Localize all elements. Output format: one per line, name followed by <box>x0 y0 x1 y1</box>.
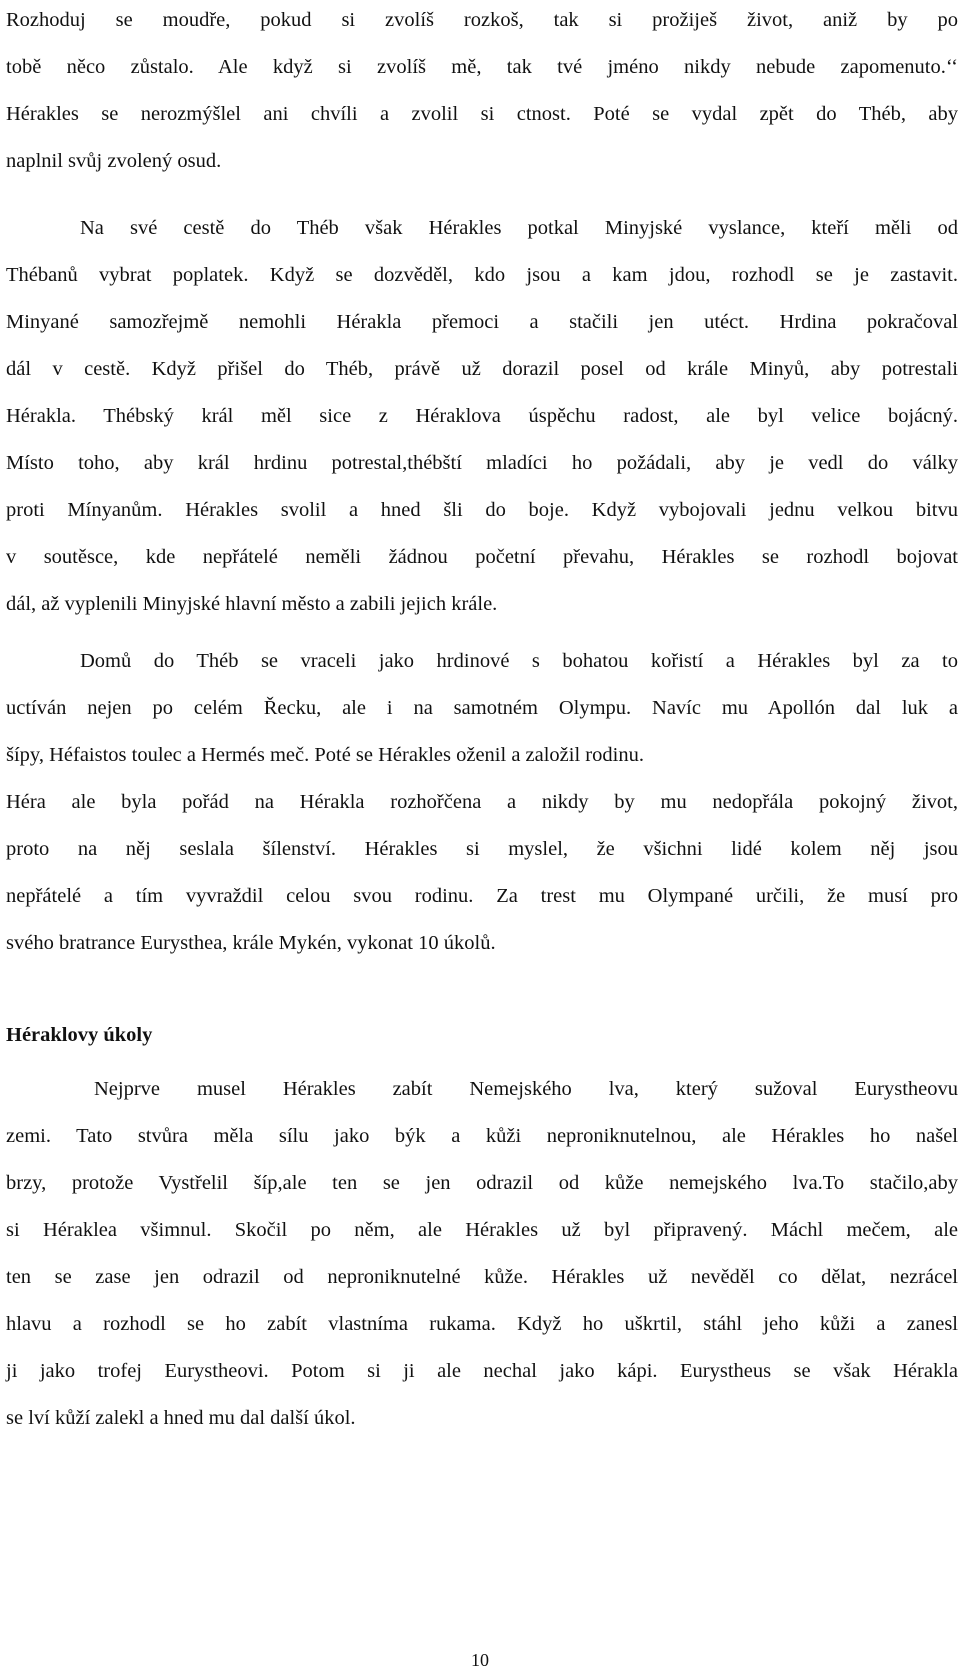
text-line: Hérakles se nerozmýšlel ani chvíli a zvolil si ctnost. Poté se vydal zpět do Théb, aby <box>6 103 958 125</box>
text-line: v soutěsce, kde nepřátelé neměli žádnou početní převahu, Hérakles se rozhodl bojovat <box>6 546 958 568</box>
paragraph-5 <box>6 1066 958 1442</box>
text-line: si Hérakleа všimnul. Skočil po něm, ale Hérakles už byl připravený. Máchl mečem, ale <box>6 1219 958 1241</box>
text-line: ten se zase jen odrazil od neproniknutelné kůže. Hérakles už nevěděl co dělat, nezrácel <box>6 1266 958 1288</box>
text-line: Héra ale byla pořád na Hérakla rozhořčena a nikdy by mu nedopřála pokojný život, <box>6 791 958 813</box>
text-line: ji jako trofej Eurystheovi. Potom si ji ale nechal jako kápi. Eurystheus se však Hérakla <box>6 1360 958 1382</box>
paragraph-1 <box>6 0 958 185</box>
text-line: naplnil svůj zvolený osud. <box>6 150 222 172</box>
heading-text: Héraklovy úkoly <box>6 1024 153 1046</box>
text-line: dál v cestě. Když přišel do Théb, právě už dorazil posel od krále Minyů, aby potrestali <box>6 358 958 380</box>
text-line: Thébanů vybrat poplatek. Když se dozvěděl, kdo jsou a kam jdou, rozhodl se je zastavit. <box>6 264 958 286</box>
text-line: brzy, protože Vystřelil šíp,ale ten se jen odrazil od kůže nemejského lva.To stačilo,aby <box>6 1172 958 1194</box>
text-line: proto na něj seslala šílenství. Hérakles si myslel, že všichni lidé kolem něj jsou <box>6 838 958 860</box>
paragraph-3 <box>6 638 958 779</box>
text-line: dál, až vyplenili Minyjské hlavní město a zabili jejich krále. <box>6 593 498 615</box>
text-line: uctíván nejen po celém Řecku, ale i na samotném Olympu. Navíc mu Apollón dal luk a <box>6 697 958 719</box>
text-line: proti Mínyanům. Hérakles svolil a hned šli do boje. Když vybojovali jednu velkou bitvu <box>6 499 958 521</box>
text-line: Na své cestě do Théb však Hérakles potkal Minyjské vyslance, kteří měli od <box>80 217 958 239</box>
text-line: tobě něco zůstalo. Ale když si zvolíš mě, tak tvé jméno nikdy nebude zapomenuto.‘‘ <box>6 56 958 78</box>
text-line: Nejprve musel Hérakles zabít Nemejského lva, který sužoval Eurystheovu <box>94 1078 958 1100</box>
text-line: se lví kůží zalekl a hned mu dal další úkol. <box>6 1407 356 1429</box>
page-number: 10 <box>471 1650 489 1670</box>
text-line: svého bratrance Eurysthea, krále Mykén, vykonat 10 úkolů. <box>6 932 496 954</box>
text-line: zemi. Tato stvůra měla sílu jako býk a kůži neproniknutelnou, ale Hérakles ho našel <box>6 1125 958 1147</box>
text-line: Hérakla. Thébský král měl sice z Héraklova úspěchu radost, ale byl velice bojácný. <box>6 405 958 427</box>
text-line: šípy, Héfaistos toulec a Hermés meč. Poté se Hérakles oženil a založil rodinu. <box>6 744 644 766</box>
text-line: Místo toho, aby král hrdinu potrestal,thébští mladíci ho požádali, aby je vedl do války <box>6 452 958 474</box>
text-line: Domů do Théb se vraceli jako hrdinové s bohatou kořistí a Hérakles byl za to <box>80 650 958 672</box>
text-line: hlavu a rozhodl se ho zabít vlastníma rukama. Když ho uškrtil, stáhl jeho kůži a zanesl <box>6 1313 958 1335</box>
section-heading <box>6 1012 958 1059</box>
paragraph-2 <box>6 205 958 628</box>
text-line: nepřátelé a tím vyvraždil celou svou rodinu. Za trest mu Olympané určili, že musí pro <box>6 885 958 907</box>
paragraph-4 <box>6 779 958 967</box>
text-line: Minyané samozřejmě nemohli Hérakla přemoci a stačili jen utéct. Hrdina pokračoval <box>6 311 958 333</box>
text-line: Rozhoduj se moudře, pokud si zvolíš rozkoš, tak si prožiješ život, aniž by po <box>6 9 958 31</box>
